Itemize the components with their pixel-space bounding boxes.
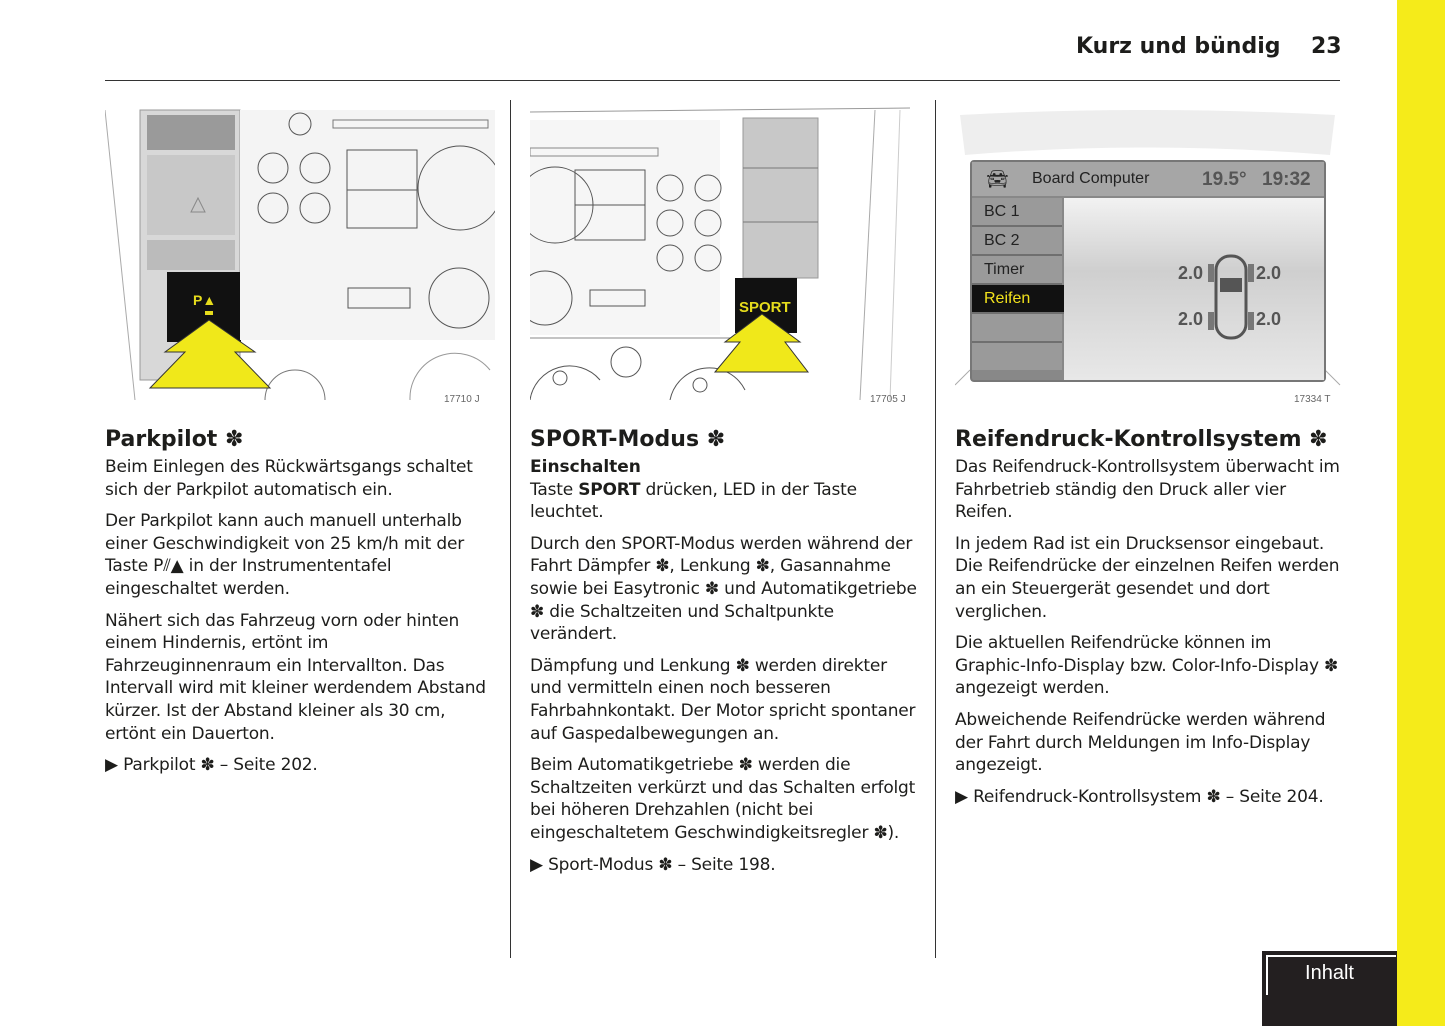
section-title: Parkpilot ✽ <box>105 427 244 452</box>
section-title: SPORT-Modus ✽ <box>530 427 726 452</box>
paragraph: Beim Einlegen des Rückwärtsgangs schaltet sich der Parkpilot automatisch ein. <box>105 457 473 500</box>
column-divider <box>510 100 511 958</box>
subsection-title: Einschalten <box>530 457 641 477</box>
section-title: Reifendruck-Kontrollsystem ✽ <box>955 427 1328 452</box>
sport-button-label: SPORT <box>739 299 791 316</box>
text: Taste <box>530 479 579 500</box>
display-header <box>972 162 1324 196</box>
clock: 19:32 <box>1262 169 1311 190</box>
tire-pressure-rear-right: 2.0 <box>1256 309 1282 329</box>
cross-reference-link[interactable]: ▶ Parkpilot ✽ – Seite 202. <box>105 755 318 776</box>
cross-reference-link[interactable]: ▶ Sport-Modus ✽ – Seite 198. <box>530 854 776 875</box>
parkpilot-button-label: P▲ <box>193 292 217 308</box>
yellow-side-tab <box>1397 0 1445 1026</box>
column-divider <box>935 100 936 958</box>
display-title: Board Computer <box>1032 170 1150 187</box>
outside-temperature: 19.5° <box>1202 169 1247 190</box>
chapter-title: Kurz und bündig <box>1076 34 1281 59</box>
page-number: 23 <box>1311 34 1342 59</box>
tire-pressure-rear-left: 2.0 <box>1178 309 1204 329</box>
car-icon: 🚘︎ <box>986 169 1009 189</box>
paragraph: Die aktuellen Reifendrücke können im Graphic-Info-Display bzw. Color-Info-Display ✽ angezeigt werden. <box>955 633 1339 699</box>
menu-item-reifen[interactable]: Reifen <box>972 285 1070 314</box>
menu-item-empty <box>972 343 1062 370</box>
board-computer-display <box>970 160 1326 382</box>
paragraph: Das Reifendruck-Kontrollsystem überwacht im Fahrbetrieb ständig den Druck aller vier Reifen. <box>955 457 1340 523</box>
contents-button-label: Inhalt <box>1305 962 1354 984</box>
menu-item-empty <box>972 314 1062 343</box>
tire-pressure-front-right: 2.0 <box>1256 263 1282 283</box>
menu-item-timer[interactable]: Timer <box>972 256 1062 285</box>
cross-reference-link[interactable]: ▶ Reifendruck-Kontrollsystem ✽ – Seite 204. <box>955 786 1324 807</box>
paragraph <box>530 479 920 524</box>
parkpilot-section <box>105 426 495 786</box>
parkpilot-illustration <box>105 100 495 400</box>
car-top-view-icon <box>1206 252 1256 342</box>
sport-mode-section <box>530 426 920 885</box>
tire-pressure-view <box>1064 198 1324 380</box>
display-menu <box>972 198 1062 370</box>
menu-item-bc1[interactable]: BC 1 <box>972 198 1062 227</box>
text: drücken, LED in der Taste leuchtet. <box>530 479 857 523</box>
sport-mode-illustration <box>530 100 920 400</box>
header-rule <box>105 80 1340 81</box>
button-name: SPORT <box>578 479 641 500</box>
figure-id: 17710 J <box>444 394 480 405</box>
figure-id: 17334 T <box>1294 394 1331 405</box>
paragraph: In jedem Rad ist ein Drucksensor eingebaut. Die Reifendrücke der einzelnen Reifen werden an ein Steuergerät gesendet und dort verglichen. <box>955 533 1340 622</box>
tire-pressure-section <box>955 426 1345 817</box>
paragraph: Nähert sich das Fahrzeug vorn oder hinten einem Hindernis, ertönt im Fahrzeuginnenraum ein Intervallton. Das Intervall wird mit kleiner werdendem Abstand kürzer. Ist der Abstand kleiner als 30 cm, ertönt ein Dauerton. <box>105 610 486 744</box>
tire-pressure-front-left: 2.0 <box>1178 263 1204 283</box>
paragraph: Der Parkpilot kann auch manuell unterhalb einer Geschwindigkeit von 25 km/h mit der Taste P⫽▲ in der Instrumententafel eingeschaltet werden. <box>105 511 464 599</box>
figure-id: 17705 J <box>870 394 906 405</box>
paragraph: Beim Automatikgetriebe ✽ werden die Schaltzeiten verkürzt und das Schalten erfolgt bei höheren Drehzahlen (nicht bei eingeschaltetem Geschwindigkeitsregler ✽). <box>530 755 916 843</box>
paragraph: Dämpfung und Lenkung ✽ werden direkter und vermitteln einen noch besseren Fahrbahnkontakt. Der Motor spricht spontaner auf Gaspedalbewegungen an. <box>530 655 916 744</box>
contents-button[interactable] <box>1262 951 1397 1026</box>
menu-item-bc2[interactable]: BC 2 <box>972 227 1062 256</box>
paragraph: Abweichende Reifendrücke werden während der Fahrt durch Meldungen im Info-Display angezeigt. <box>955 709 1326 776</box>
paragraph: Durch den SPORT-Modus werden während der Fahrt Dämpfer ✽, Lenkung ✽, Gasannahme sowie bei Easytronic ✽ und Automatikgetriebe ✽ die Schaltzeiten und Schaltpunkte verändert. <box>530 533 917 645</box>
